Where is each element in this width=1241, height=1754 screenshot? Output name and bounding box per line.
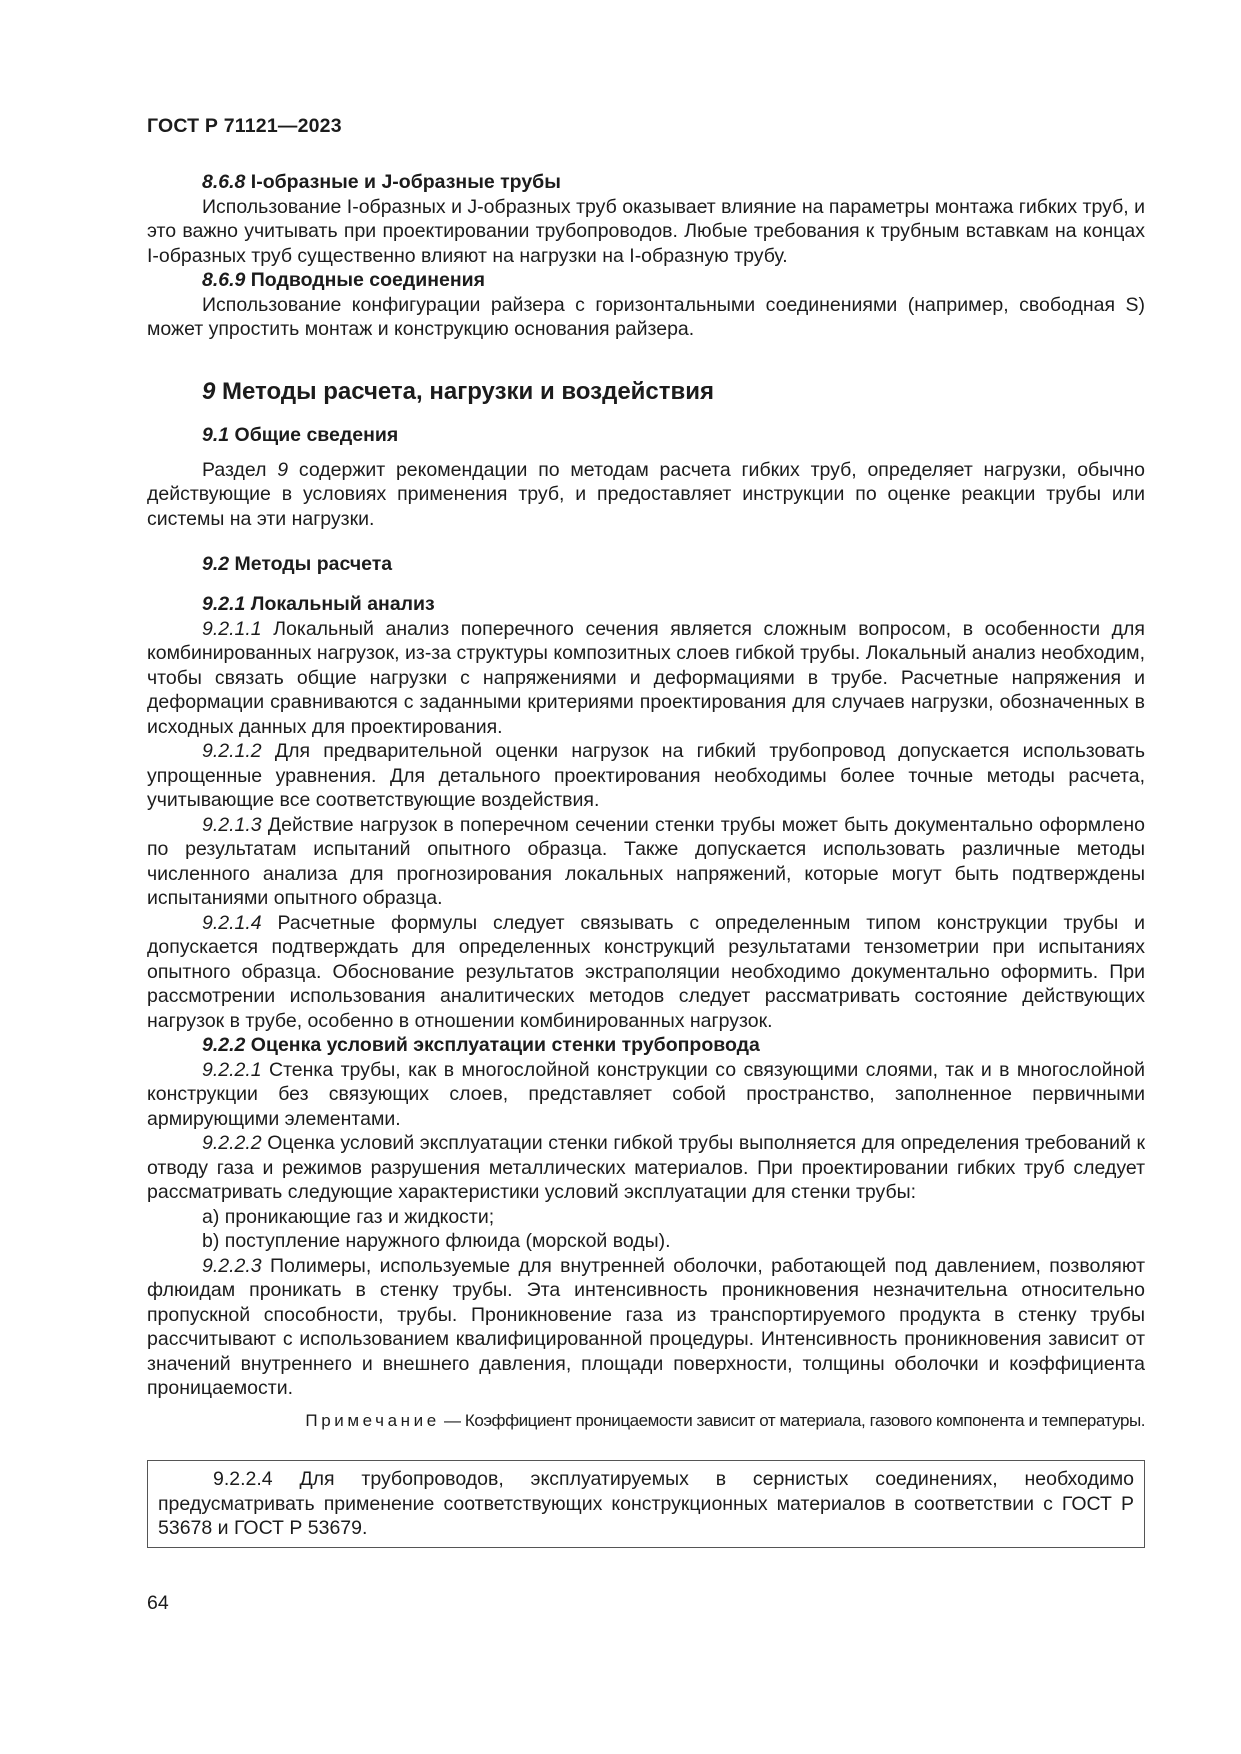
section-9-1 xyxy=(147,423,1145,531)
paragraph-9-2-1-4: 9.2.1.4 Расчетные формулы следует связывать с определенным типом конструкции трубы и допускается подтверждать для определенных конструкций результатами тензометрии при испытаниях опытного образца. Обоснование результатов экстраполяции необходимо документально оформить. При рассмотрении использования аналитических методов следует рассматривать состояние действующих нагрузок в трубе, особенно в отношении комбинированных нагрузок. xyxy=(147,911,1145,1032)
note-label: Примечание xyxy=(305,1410,440,1430)
paragraph-9-2-2-4: 9.2.2.4 Для трубопроводов, эксплуатируемых в сернистых соединениях, необходимо предусматривать применение соответствующих конструкционных материалов в соответствии с ГОСТ Р 53678 и ГОСТ Р 53679. xyxy=(158,1468,1134,1539)
paragraph-8-6-8: Использование I-образных и J-образных труб оказывает влияние на параметры монтажа гибких труб, и это важно учитывать при проектировании трубопроводов. Любые требования к трубным вставкам на концах I-образных труб существенно влияют на нагрузки на I-образную трубу. xyxy=(147,195,1145,267)
heading-9-1: 9.1 Общие сведения xyxy=(202,424,399,446)
section-9-title xyxy=(147,378,1145,406)
list-item-a: a) проникающие газ и жидкости; xyxy=(202,1205,495,1228)
paragraph-8-6-9: Использование конфигурации райзера с горизонтальными соединениями (например, свободная S) может упростить монтаж и конструкцию основания райзера. xyxy=(147,293,1145,340)
paragraph-9-1: Раздел 9 содержит рекомендации по методам расчета гибких труб, определяет нагрузки, обычно действующие в условиях применения труб, и предоставляет инструкции по оценке реакции трубы или системы на эти нагрузки. xyxy=(147,458,1145,530)
page-number: 64 xyxy=(147,1592,169,1614)
heading-9-2: 9.2 Методы расчета xyxy=(202,553,393,575)
note xyxy=(147,1409,1145,1434)
paragraph-9-2-1-1: 9.2.1.1 Локальный анализ поперечного сечения является сложным вопросом, в особенности для комбинированных нагрузок, из-за структуры композитных слоев гибкой трубы. Локальный анализ необходим, чтобы связать общие нагрузки с напряжениями и деформациями в трубе. Расчетные напряжения и деформации сравниваются с заданными критериями проектирования для случаев нагрузки, обозначенных в исходных данных для проектирования. xyxy=(147,617,1145,738)
heading-9-2-2: 9.2.2 Оценка условий эксплуатации стенки трубопровода xyxy=(202,1034,760,1056)
heading-9-2-1: 9.2.1 Локальный анализ xyxy=(202,593,435,615)
standard-code: ГОСТ Р 71121—2023 xyxy=(147,115,342,137)
paragraph-9-2-2-1: 9.2.2.1 Стенка трубы, как в многослойной конструкции со связующими слоями, так и в многослойной конструкции без связующих слоев, представляет собой пространство, заполненное первичными армирующими элементами. xyxy=(147,1058,1145,1130)
paragraph-9-2-1-3: 9.2.1.3 Действие нагрузок в поперечном сечении стенки трубы может быть документально оформлено по результатам испытаний опытного образца. Также допускается использовать различные методы численного анализа для прогнозирования локальных напряжений, которые могут быть подтверждены испытаниями опытного образца. xyxy=(147,813,1145,909)
heading-8-6-9: 8.6.9 Подводные соединения xyxy=(202,269,486,291)
heading-8-6-8: 8.6.8 I-образные и J-образные трубы xyxy=(202,171,561,193)
note-text: — Коэффициент проницаемости зависит от материала, газового компонента и температуры. xyxy=(439,1410,1145,1430)
list-item-b: b) поступление наружного флюида (морской воды). xyxy=(202,1230,671,1252)
amendment-box xyxy=(147,1460,1145,1548)
paragraph-9-2-2-3: 9.2.2.3 Полимеры, используемые для внутренней оболочки, работающей под давлением, позволяют флюидам проникать в стенку трубы. Эта интенсивность проникновения незначительна относительно пропускной способности, трубы. Проникновение газа из транспортируемого продукта в стенку трубы рассчитывают с использованием квалифицированной процедуры. Интенсивность проникновения зависит от значений внутреннего и внешнего давления, площади поверхности, толщины оболочки и коэффициента проницаемости. xyxy=(147,1254,1145,1399)
section-9-2-1 xyxy=(147,592,1145,1433)
section-9-2 xyxy=(147,552,1145,577)
section-8-6-8 xyxy=(147,170,1145,342)
paragraph-9-2-2-2: 9.2.2.2 Оценка условий эксплуатации стенки гибкой трубы выполняется для определения требований к отводу газа и режимов разрушения металлических материалов. При проектировании гибких труб следует рассматривать следующие характеристики условий эксплуатации для стенки трубы: xyxy=(147,1132,1145,1203)
paragraph-9-2-1-2: 9.2.1.2 Для предварительной оценки нагрузок на гибкий трубопровод допускается использовать упрощенные уравнения. Для детального проектирования необходимы более точные методы расчета, учитывающие все соответствующие воздействия. xyxy=(147,740,1145,811)
heading-9: 9 Методы расчета, нагрузки и воздействия xyxy=(202,378,715,405)
